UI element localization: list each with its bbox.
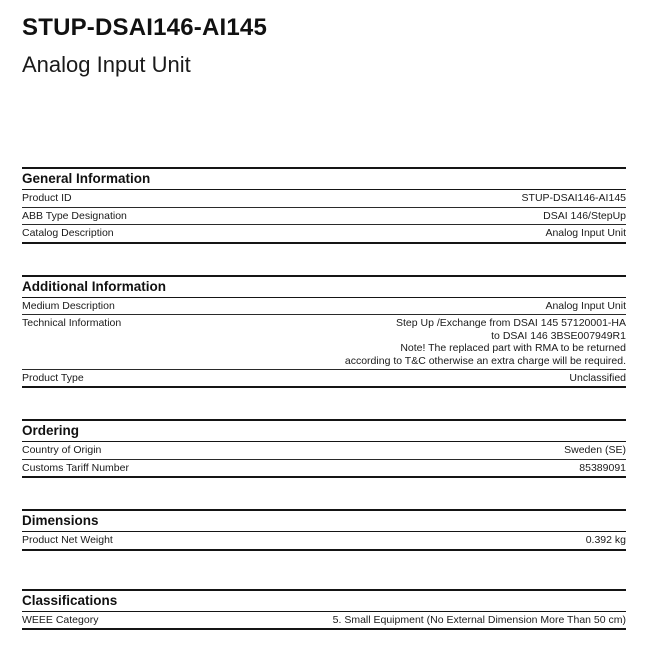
table-row	[22, 460, 626, 479]
table-row	[22, 442, 626, 460]
table-row	[22, 315, 626, 370]
section-heading: Classifications	[22, 591, 626, 612]
section-heading: Ordering	[22, 421, 626, 442]
section	[22, 509, 626, 551]
table-row	[22, 532, 626, 551]
section-rows	[22, 190, 626, 244]
section-rows	[22, 442, 626, 478]
table-row	[22, 190, 626, 208]
sections-container	[22, 167, 626, 630]
table-row	[22, 225, 626, 244]
row-value: 85389091	[579, 461, 626, 474]
row-value-line: Note! The replaced part with RMA to be returned	[400, 342, 626, 354]
section	[22, 589, 626, 631]
row-value: STUP-DSAI146-AI145	[521, 192, 626, 204]
section-heading: Additional Information	[22, 277, 626, 298]
row-label: Customs Tariff Number	[22, 461, 129, 474]
section-rows	[22, 532, 626, 551]
table-row	[22, 612, 626, 631]
table-row	[22, 370, 626, 389]
section-rows	[22, 612, 626, 631]
table-row	[22, 298, 626, 316]
row-label: Product Net Weight	[22, 534, 113, 546]
row-value: 0.392 kg	[585, 534, 626, 546]
row-value: Sweden (SE)	[564, 444, 626, 456]
row-value: Unclassified	[569, 371, 626, 384]
row-label: ABB Type Designation	[22, 209, 127, 222]
row-value: Analog Input Unit	[545, 227, 626, 239]
section	[22, 167, 626, 244]
row-value	[137, 317, 626, 367]
row-label: Product ID	[22, 192, 72, 204]
page-subtitle: Analog Input Unit	[22, 52, 191, 77]
row-label: Technical Information	[22, 317, 122, 329]
row-value: Analog Input Unit	[545, 299, 626, 312]
row-value: 5. Small Equipment (No External Dimension More Than 50 cm)	[332, 613, 626, 626]
section	[22, 275, 626, 389]
section-rows	[22, 298, 626, 389]
section-heading: Dimensions	[22, 511, 626, 532]
row-label: WEEE Category	[22, 613, 99, 626]
row-label: Catalog Description	[22, 227, 114, 239]
section	[22, 419, 626, 478]
row-value-line: Step Up /Exchange from DSAI 145 57120001-HA	[396, 317, 626, 329]
row-value-line: according to T&C otherwise an extra charge will be required.	[344, 354, 626, 367]
row-label: Product Type	[22, 371, 84, 384]
row-value: DSAI 146/StepUp	[543, 209, 626, 222]
row-label: Medium Description	[22, 299, 115, 312]
table-row	[22, 208, 626, 226]
row-value-line: to DSAI 146 3BSE007949R1	[491, 329, 626, 342]
page-title: STUP-DSAI146-AI145	[22, 14, 268, 41]
section-heading: General Information	[22, 169, 626, 190]
row-label: Country of Origin	[22, 444, 102, 456]
